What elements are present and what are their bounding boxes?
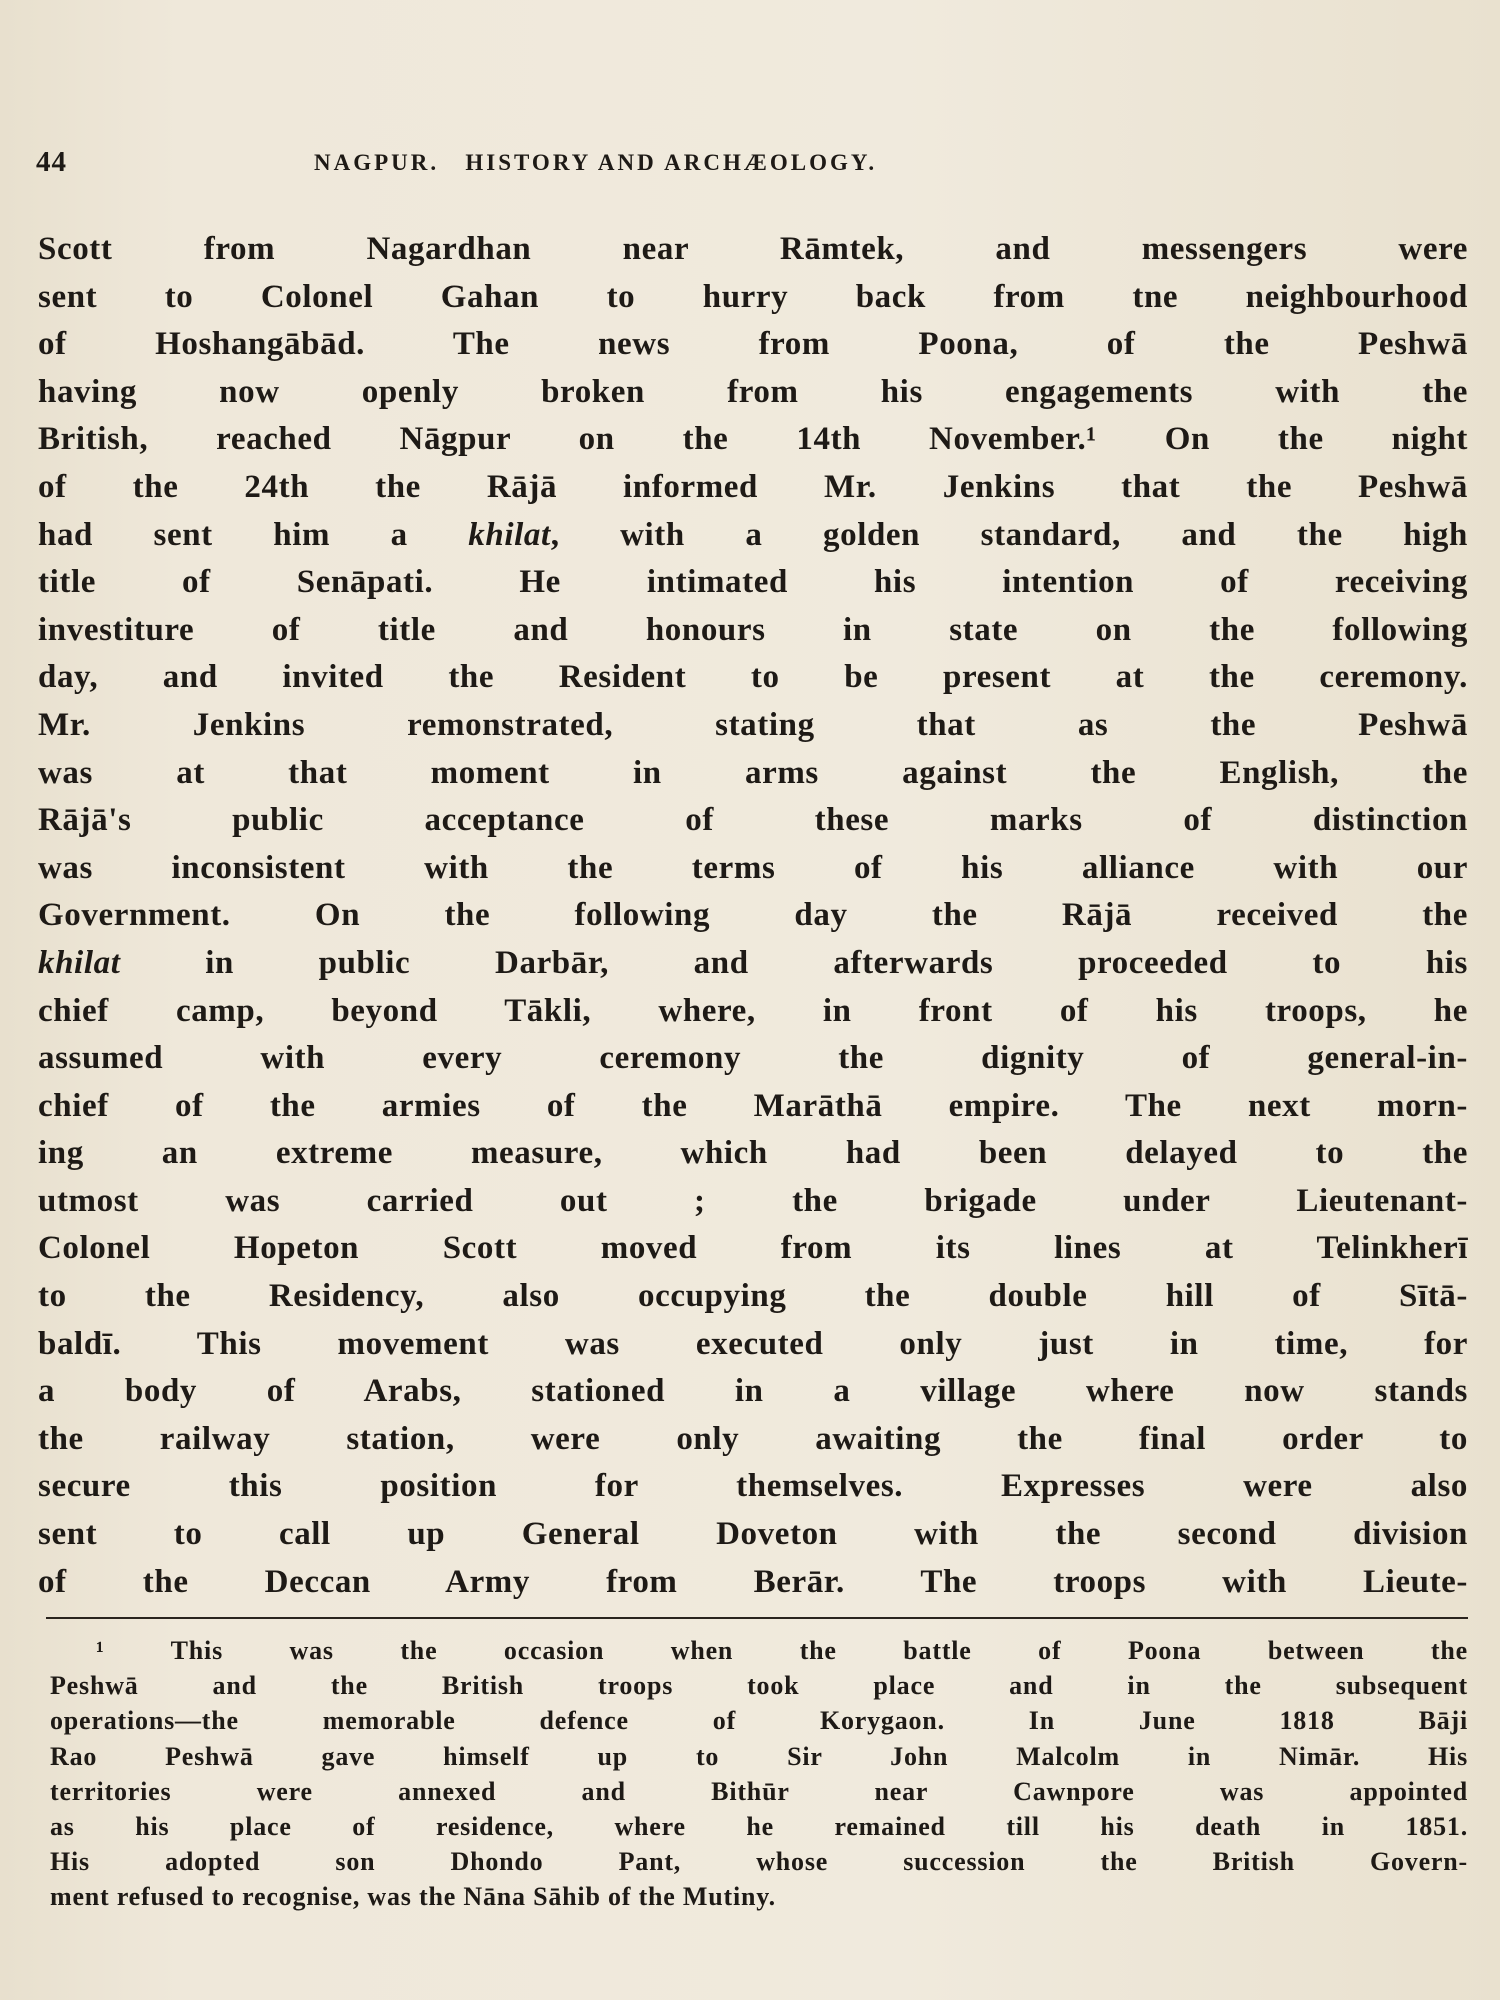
body-line: Rājā's public acceptance of these marks of distinction <box>38 802 1468 839</box>
body-line: secure this position for themselves. Expresses were also <box>38 1468 1468 1505</box>
body-line: of the 24th the Rājā informed Mr. Jenkins that the Peshwā <box>38 468 1468 505</box>
footnotes <box>50 1633 1468 1915</box>
body-line: utmost was carried out ; the brigade under Lieutenant- <box>38 1182 1468 1219</box>
page-number: 44 <box>36 146 67 178</box>
footnote-line: ¹ This was the occasion when the battle of Poona between the <box>96 1636 1468 1665</box>
italic-term: khilat <box>468 516 551 553</box>
body-line: Mr. Jenkins remonstrated, stating that as the Peshwā <box>38 706 1468 743</box>
body-line: chief of the armies of the Marāthā empire. The next morn- <box>38 1087 1468 1124</box>
body-line: Colonel Hopeton Scott moved from its lines at Telinkherī <box>38 1230 1468 1267</box>
body-line: having now openly broken from his engagements with the <box>38 373 1468 410</box>
running-title: NAGPUR. HISTORY AND ARCHÆOLOGY. <box>314 150 878 175</box>
footnote-line: His adopted son Dhondo Pant, whose succession the British Govern- <box>50 1847 1468 1877</box>
body-line: of the Deccan Army from Berār. The troops with Lieute- <box>38 1563 1468 1600</box>
footnote-line: Rao Peshwā gave himself up to Sir John Malcolm in Nimār. His <box>50 1741 1468 1771</box>
footnote-divider <box>46 1617 1468 1619</box>
footnote-line: ment refused to recognise, was the Nāna Sāhib of the Mutiny. <box>50 1882 776 1912</box>
body-line: chief camp, beyond Tākli, where, in front of his troops, he <box>38 992 1468 1029</box>
body-line: had sent him a khilat, with a golden standard, and the high <box>38 516 1468 553</box>
body-line: British, reached Nāgpur on the 14th November.¹ On the night <box>38 421 1468 458</box>
body-line: a body of Arabs, stationed in a village where now stands <box>38 1373 1468 1410</box>
body-line: of Hoshangābād. The news from Poona, of the Peshwā <box>38 326 1468 363</box>
body-line: ing an extreme measure, which had been delayed to the <box>38 1135 1468 1172</box>
footnote-line: as his place of residence, where he remained till his death in 1851. <box>50 1811 1468 1841</box>
footnote-line: operations—the memorable defence of Korygaon. In June 1818 Bāji <box>50 1706 1468 1736</box>
body-line: investiture of title and honours in state on the following <box>38 611 1468 648</box>
body-line: baldī. This movement was executed only just in time, for <box>38 1325 1468 1362</box>
body-line: was inconsistent with the terms of his alliance with our <box>38 849 1468 886</box>
body-line: the railway station, were only awaiting the final order to <box>38 1420 1468 1457</box>
body-line: title of Senāpati. He intimated his intention of receiving <box>38 564 1468 601</box>
body-line: assumed with every ceremony the dignity of general-in- <box>38 1040 1468 1077</box>
footnote-line: territories were annexed and Bithūr near Cawnpore was appointed <box>50 1776 1468 1806</box>
body-line: was at that moment in arms against the English, the <box>38 754 1468 791</box>
body-line: khilat in public Darbār, and afterwards proceeded to his <box>38 944 1468 981</box>
body-line: sent to call up General Doveton with the second division <box>38 1516 1468 1553</box>
body-line: sent to Colonel Gahan to hurry back from tne neighbourhood <box>38 278 1468 315</box>
body-line: Scott from Nagardhan near Rāmtek, and messengers were <box>38 231 1468 267</box>
footnote-line: Peshwā and the British troops took place and in the subsequent <box>50 1671 1468 1701</box>
body-line: day, and invited the Resident to be present at the ceremony. <box>38 659 1468 696</box>
body-line: Government. On the following day the Rājā received the <box>38 897 1468 934</box>
italic-term: khilat <box>38 944 121 981</box>
body-line: to the Residency, also occupying the double hill of Sītā- <box>38 1278 1468 1315</box>
page-header <box>36 146 1466 186</box>
body-text <box>38 226 1468 1606</box>
